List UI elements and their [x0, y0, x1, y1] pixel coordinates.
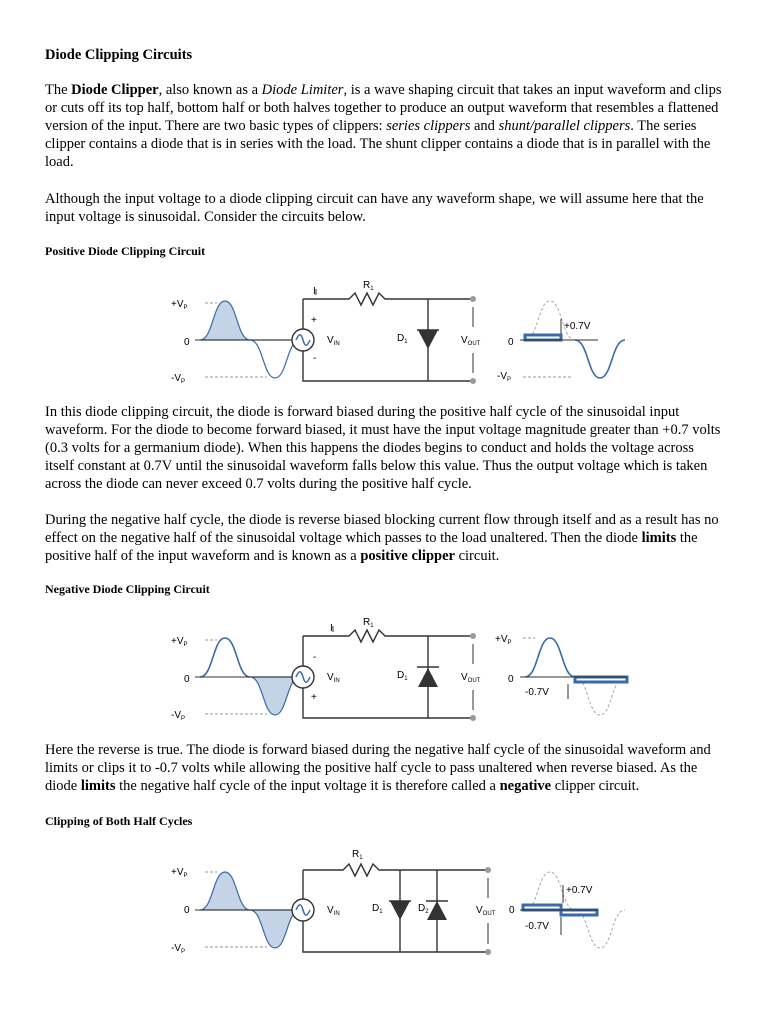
d1-label: $D_1$	[397, 333, 408, 345]
top-rail-with-resistor	[303, 864, 488, 876]
page-title: Diode Clipping Circuits	[45, 47, 193, 63]
positive-explanation-1: In this diode clipping circuit, the diode is forward biased during the positive half cycle of the sinusoidal input waveform. For the diode to become forward biased, it must have the input voltage magnitude greater than +0.7 volts (0.3 volts for a germanium diode). When this happens the diodes begins to conduct and holds the voltage across itself constant at 0.7V until the sinusoidal waveform falls below this value. Thus the output voltage which is taken across the diode can never exceed 0.7 volts during the positive half cycle.	[45, 404, 721, 492]
source-plus: +	[311, 315, 317, 326]
d1-label: $D_1$	[397, 670, 408, 682]
text-run: The	[45, 82, 72, 98]
positive-half-wave	[200, 301, 250, 340]
out-vp-pos-label: $+V_P$	[495, 634, 512, 646]
output-terminal-top	[470, 633, 476, 639]
current-label: I	[313, 286, 316, 297]
negative-explanation	[45, 741, 725, 795]
vin-label: $V_{IN}$	[327, 672, 340, 684]
text-run: During the negative half cycle, the diode is reverse biased blocking current flow through itself and as a result has no effect on the negative half of the sinusoidal voltage which passes to the load unaltered. Then the diode	[45, 512, 719, 546]
source-minus: -	[313, 652, 317, 663]
diode-d1-icon	[418, 330, 438, 349]
vp-neg-label: $-V_P$	[171, 943, 186, 955]
zero-label: 0	[184, 905, 190, 916]
source-plus: +	[311, 692, 317, 703]
negative-clipper-diagram	[45, 614, 725, 724]
clip-level-top	[523, 905, 561, 910]
top-rail-with-resistor	[303, 630, 473, 642]
r1-label: $R_1$	[352, 849, 363, 861]
positive-clipper-heading: Positive Diode Clipping Circuit	[45, 244, 206, 258]
text-run: , also known as a	[158, 82, 262, 98]
vp-neg-label: $-V_P$	[171, 710, 186, 722]
text-run: the positive half of the input waveform and is known as a	[45, 530, 698, 564]
italic-term: series clippers	[386, 118, 471, 134]
clip-pos-label: +0.7V	[564, 321, 591, 332]
zero-label: 0	[184, 674, 190, 685]
negative-clipper-heading: Negative Diode Clipping Circuit	[45, 582, 210, 596]
output-terminal-bottom	[470, 378, 476, 384]
negative-half-wave	[250, 910, 300, 948]
clip-level-bar	[575, 677, 627, 682]
bold-term: Diode Clipper	[71, 82, 159, 98]
zero-label: 0	[184, 337, 190, 348]
bold-term: limits	[641, 530, 677, 546]
output-negative-half	[575, 340, 625, 378]
positive-explanation-2	[45, 511, 725, 565]
assumption-paragraph: Although the input voltage to a diode clipping circuit can have any waveform shape, we will assume here that the input voltage is sinusoidal. Consider the circuits below.	[45, 191, 704, 225]
text-run: Here the reverse is true. The diode is forward biased during the negative half cycle of the sinusoidal waveform and limits or clips it to -0.7 volts while allowing the positive half cycle to pass unaltered when reverse biased. As the diode	[45, 742, 711, 794]
diode-d1-icon	[418, 668, 438, 687]
d2-label: $D_2$	[418, 903, 429, 915]
diode-d2-icon	[427, 901, 447, 920]
text-run: and	[470, 118, 499, 134]
positive-half-wave	[200, 638, 250, 677]
output-terminal-top	[485, 867, 491, 873]
text-run: . The series clipper contains a diode that is in series with the load. The shunt clipper contains a diode that is in parallel with the load.	[45, 118, 711, 170]
clip-neg-label: -0.7V	[525, 687, 549, 698]
clip-level-bottom	[561, 910, 597, 915]
bold-term: limits	[80, 778, 116, 794]
negative-half-wave	[250, 340, 300, 378]
text-run: clipper circuit.	[551, 778, 640, 794]
top-rail-with-resistor	[303, 293, 473, 305]
vout-label: $V_{OUT}$	[461, 672, 481, 684]
positive-half-wave	[200, 872, 250, 910]
both-clipper-diagram	[45, 845, 725, 960]
clip-level-bar	[525, 335, 561, 340]
vp-pos-label: $+V_P$	[171, 299, 188, 311]
out-zero-label: 0	[509, 905, 515, 916]
clip-pos-label: +0.7V	[566, 885, 593, 896]
text-run: the negative half cycle of the input voltage it is therefore called a	[115, 778, 500, 794]
r1-label: $R_1$	[363, 617, 374, 629]
out-vp-neg-label: $-V_P$	[497, 371, 512, 383]
positive-clipper-diagram	[45, 277, 725, 387]
vout-label: $V_{OUT}$	[476, 905, 496, 917]
italic-term: Diode Limiter	[261, 82, 344, 98]
output-terminal-bottom	[470, 715, 476, 721]
out-zero-label: 0	[508, 674, 514, 685]
intro-paragraph	[45, 81, 725, 171]
negative-half-wave	[250, 677, 300, 715]
current-label: I	[330, 623, 333, 634]
vin-label: $V_{IN}$	[327, 335, 340, 347]
text-run: circuit.	[454, 548, 500, 564]
d1-label: $D_1$	[372, 903, 383, 915]
bold-term: positive clipper	[360, 548, 455, 564]
vp-pos-label: $+V_P$	[171, 867, 188, 879]
r1-label: $R_1$	[363, 280, 374, 292]
vp-pos-label: $+V_P$	[171, 636, 188, 648]
output-positive-half	[525, 638, 575, 677]
out-zero-label: 0	[508, 337, 514, 348]
vp-neg-label: $-V_P$	[171, 373, 186, 385]
both-clipper-heading: Clipping of Both Half Cycles	[45, 814, 193, 828]
vout-label: $V_{OUT}$	[461, 335, 481, 347]
diode-d1-icon	[390, 901, 410, 920]
text-run: , is a wave shaping circuit that takes an input waveform and clips or cuts off its top half, bottom half or both halves together to produce an output waveform that resembles a flattened version of the input. There are two basic types of clippers:	[45, 82, 722, 134]
source-minus: -	[313, 353, 317, 364]
italic-term: shunt/parallel clippers	[498, 118, 631, 134]
output-terminal-bottom	[485, 949, 491, 955]
output-terminal-top	[470, 296, 476, 302]
bold-term: negative	[499, 778, 552, 794]
clip-neg-label: -0.7V	[525, 921, 549, 932]
vin-label: $V_{IN}$	[327, 905, 340, 917]
